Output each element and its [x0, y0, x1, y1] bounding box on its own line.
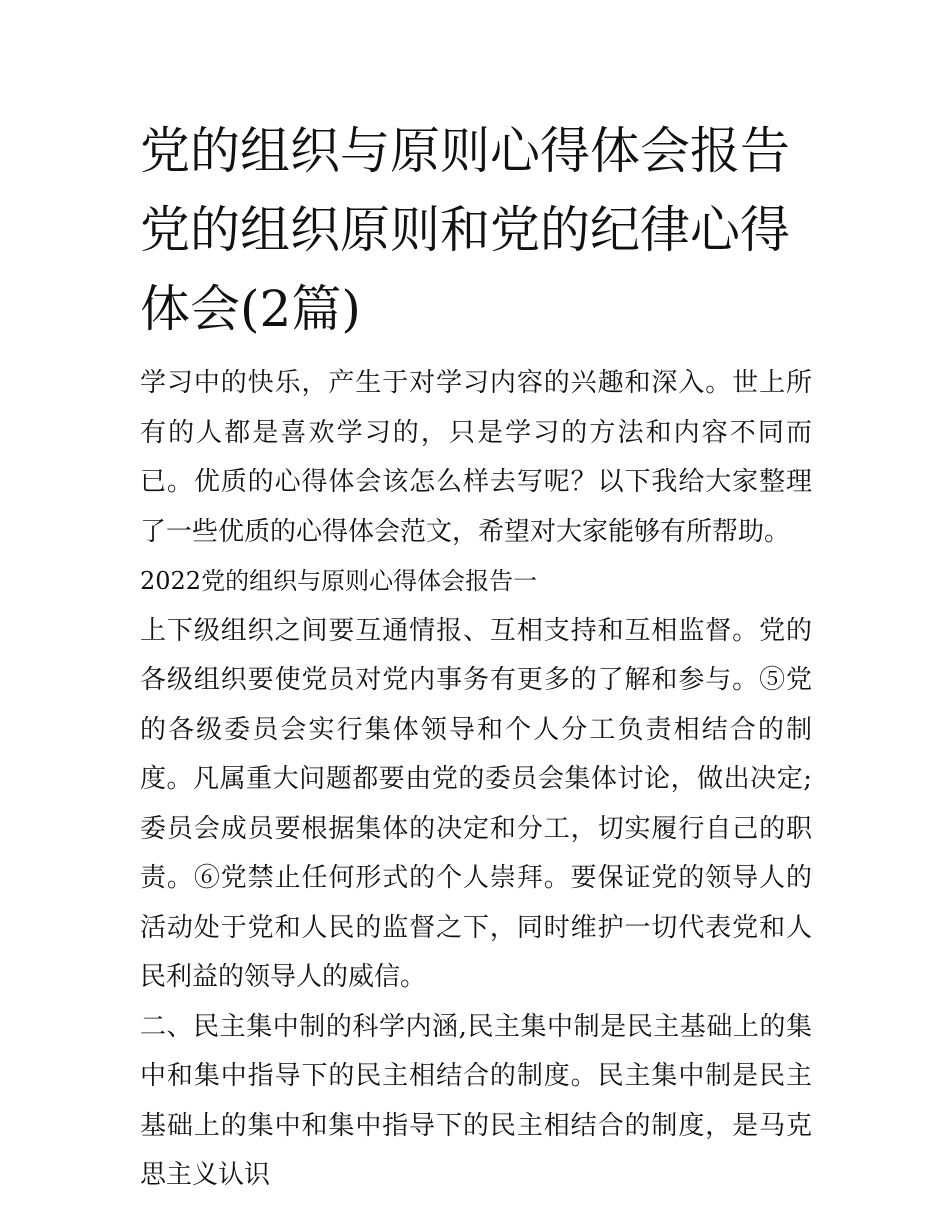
section-heading: 2022党的组织与原则心得体会报告一	[140, 567, 538, 595]
intro-paragraph: 学习中的快乐，产生于对学习内容的兴趣和深入。世上所有的人都是喜欢学习的，只是学习的方法和内容不同而已。优质的心得体会该怎么样去写呢？以下我给大家整理了一些优质的心得体会范文，希望对大家能够有所帮助。	[140, 368, 812, 547]
document-title: 党的组织与原则心得体会报告党的组织原则和党的纪律心得体会(2篇)	[140, 122, 790, 338]
document-body	[140, 112, 812, 1201]
body-paragraph-1: 上下级组织之间要互通情报、互相支持和互相监督。党的各级组织要使党员对党内事务有更多的了解和参与。⑤党的各级委员会实行集体领导和个人分工负责相结合的制度。凡属重大问题都要由党的委员会集体讨论，做出决定;委员会成员要根据集体的决定和分工，切实履行自己的职责。⑥党禁止任何形式的个人崇拜。要保证党的领导人的活动处于党和人民的监督之下，同时维护一切代表党和人民利益的领导人的威信。	[140, 615, 812, 992]
body-paragraph-2: 二、民主集中制的科学内涵,民主集中制是民主基础上的集中和集中指导下的民主相结合的制度。民主集中制是民主基础上的集中和集中指导下的民主相结合的制度，是马克思主义认识	[140, 1011, 812, 1190]
